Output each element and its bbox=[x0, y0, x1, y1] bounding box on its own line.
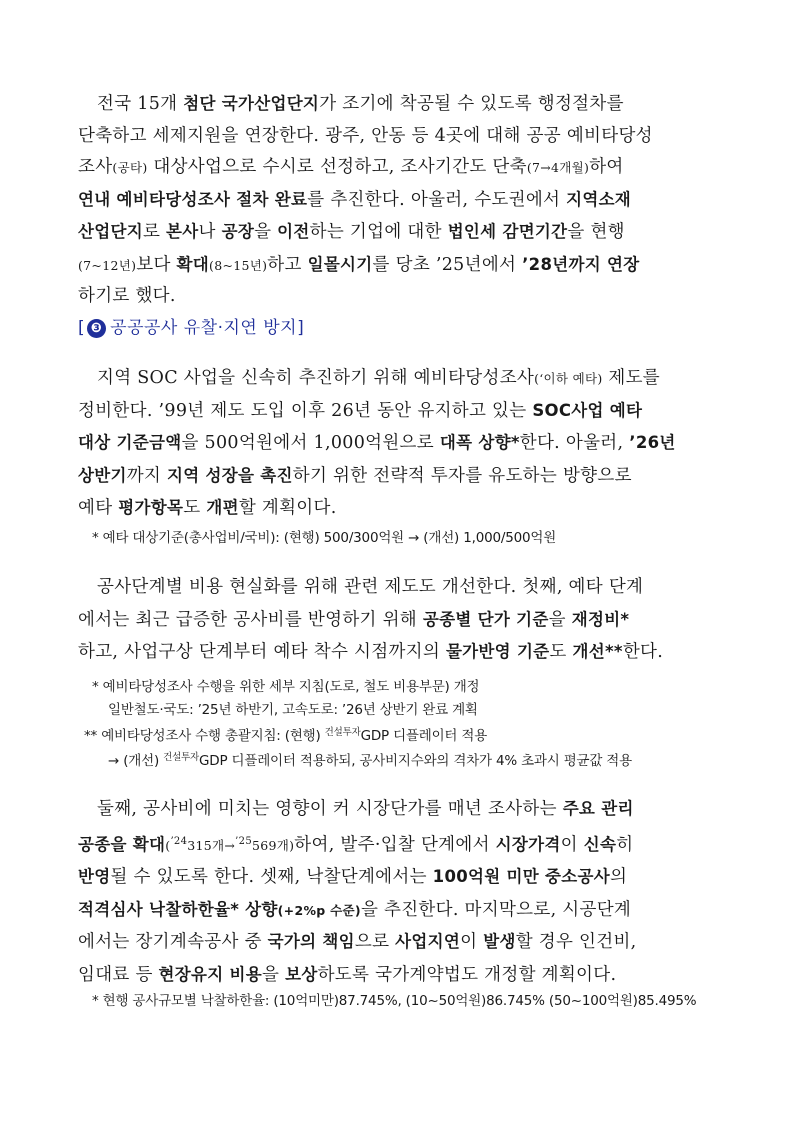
paragraph-cost-realization bbox=[78, 572, 726, 669]
text-line: 예타 평가항목도 개편할 계획이다. bbox=[78, 498, 337, 518]
footnote-schedule: 일반철도·국도: ’25년 하반기, 고속도로: ’26년 상반기 완료 계획 bbox=[108, 702, 478, 718]
text-line: 전국 15개 첨단 국가산업단지가 조기에 착공될 수 있도록 행정절차를 bbox=[97, 94, 624, 114]
footnote-improvement: → (개선) $^{건설투자}$GDP 디플레이터 적용하되, 공사비지수와의 격차가 4% 초과시 평균값 적용 bbox=[108, 752, 632, 769]
text-line: 조사(공타) 대상사업으로 수시로 선정하고, 조사기간도 단축(7→4개월)하여 bbox=[78, 157, 624, 177]
text-line: (7~12년)보다 확대(8~15년)하고 일몰시기를 당초 ’25년에서 ’28년까지 연장 bbox=[78, 254, 640, 275]
text-line: 하고, 사업구상 단계부터 예타 착수 시점까지의 물가반영 기준도 개선**한다. bbox=[78, 642, 664, 662]
section-title: 공공공사 유찰·지연 방지 bbox=[110, 318, 298, 338]
text-line: 단축하고 세제지원을 연장한다. 광주, 안동 등 4곳에 대해 공공 예비타당성 bbox=[78, 125, 653, 146]
paragraph-feasibility-study bbox=[78, 363, 726, 525]
text-line: 반영될 수 있도록 한다. 셋째, 낙찰단계에서는 100억원 미만 중소공사의 bbox=[78, 867, 628, 887]
paragraph-industrial-complex bbox=[78, 88, 726, 313]
text-line: 하기로 했다. bbox=[78, 286, 176, 306]
section-heading bbox=[78, 313, 304, 338]
text-line: 둘째, 공사비에 미치는 영향이 커 시장단가를 매년 조사하는 주요 관리 bbox=[97, 799, 634, 819]
section-number-badge: ❸ bbox=[87, 319, 106, 338]
heading-bracket-close: ] bbox=[297, 318, 305, 338]
text-line: 산업단지로 본사나 공장을 이전하는 기업에 대한 법인세 감면기간을 현행 bbox=[78, 222, 625, 242]
footnote-criteria: * 예타 대상기준(총사업비/국비): (현행) 500/300억원 → (개선) 1,000/500억원 bbox=[92, 530, 557, 546]
footnote-general-guideline: ** 예비타당성조사 수행 총괄지침: (현행) $^{건설투자}$GDP 디플레이터 적용 bbox=[84, 727, 488, 744]
text-line: 임대료 등 현장유지 비용을 보상하도록 국가계약법도 개정할 계획이다. bbox=[78, 964, 617, 985]
text-line: 상반기까지 지역 성장을 촉진하기 위한 전략적 투자를 유도하는 방향으로 bbox=[78, 465, 632, 486]
text-line: 공사단계별 비용 현실화를 위해 관련 제도도 개선한다. 첫째, 예타 단계 bbox=[97, 577, 644, 597]
text-line: 지역 SOC 사업을 신속히 추진하기 위해 예비타당성조사(‘이하 예타) 제도를 bbox=[97, 368, 660, 388]
text-line: 정비한다. ’99년 제도 도입 이후 26년 동안 유지하고 있는 SOC사업 예타 bbox=[78, 400, 643, 421]
text-line: 공종을 확대($^{’24}$315개→$^{’25}$569개)하여, 발주·입찰 단계에서 시장가격이 신속히 bbox=[78, 834, 634, 855]
paragraph-market-price bbox=[78, 793, 726, 991]
footnote-guideline: * 예비타당성조사 수행을 위한 세부 지침(도로, 철도 비용부문) 개정 bbox=[92, 679, 480, 695]
text-line: 대상 기준금액을 500억원에서 1,000억원으로 대폭 상향*한다. 아울러, ’26년 bbox=[78, 433, 676, 453]
text-line: 적격심사 낙찰하한율* 상향(+2%p 수준)을 추진한다. 마지막으로, 시공단계 bbox=[78, 899, 632, 920]
heading-bracket-open: [ bbox=[78, 318, 86, 338]
text-line: 에서는 장기계속공사 중 국가의 책임으로 사업지연이 발생할 경우 인건비, bbox=[78, 932, 637, 952]
text-line: 연내 예비타당성조사 절차 완료를 추진한다. 아울러, 수도권에서 지역소재 bbox=[78, 189, 632, 210]
text-line: 에서는 최근 급증한 공사비를 반영하기 위해 공종별 단가 기준을 재정비* bbox=[78, 609, 630, 630]
footnote-bid-rate: * 현행 공사규모별 낙찰하한율: (10억미만)87.745%, (10~50억원)86.745% (50~100억원)85.495% bbox=[92, 993, 697, 1009]
